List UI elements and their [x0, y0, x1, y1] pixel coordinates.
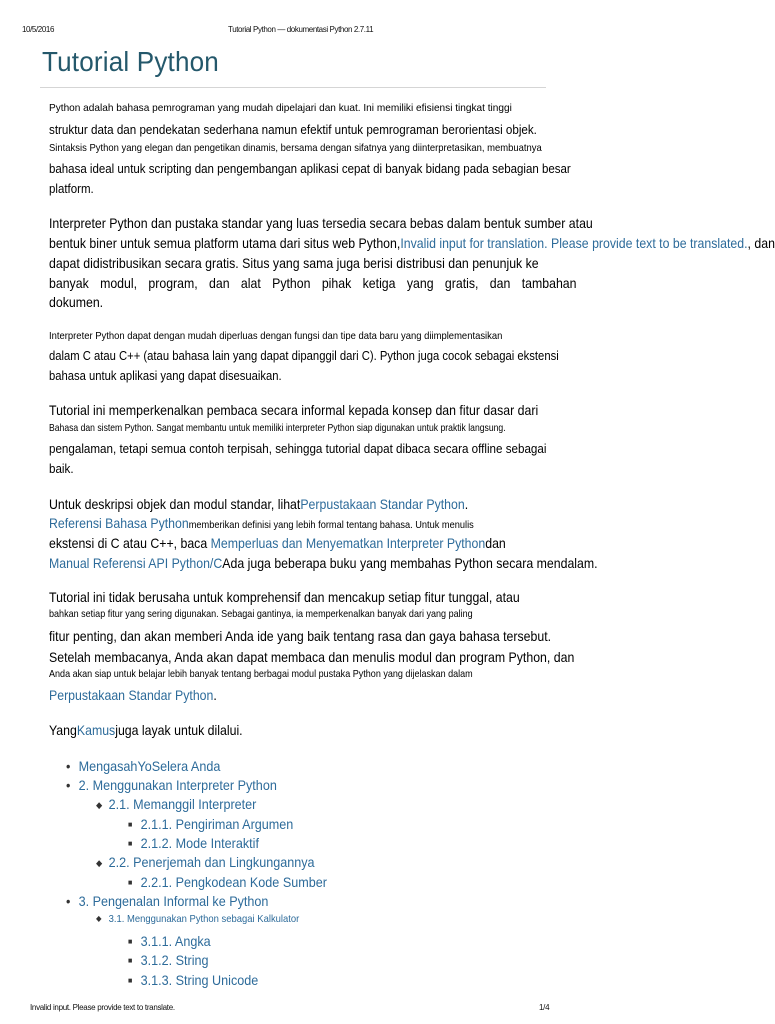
- paragraph-text: ekstensi di C atau C++, baca: [49, 535, 211, 551]
- bullet-square-icon: ■: [128, 820, 133, 829]
- page-number: 1/4: [539, 1003, 550, 1012]
- paragraph-line: platform.: [49, 182, 94, 196]
- toc-link[interactable]: 3.1. Menggunakan Python sebagai Kalkulator: [108, 913, 300, 925]
- paragraph-line: [49, 556, 598, 570]
- bullet-disc-icon: •: [66, 758, 71, 774]
- toc-item[interactable]: [66, 759, 220, 773]
- toc-item[interactable]: [66, 894, 268, 908]
- paragraph-line: baik.: [49, 462, 74, 476]
- toc-link[interactable]: 3.1.2. String: [140, 952, 209, 968]
- paragraph-line: Interpreter Python dapat dengan mudah diperluas dengan fungsi dan tipe data baru yang diimplementasikan: [49, 330, 503, 342]
- bullet-square-icon: ■: [128, 956, 133, 965]
- toc-link[interactable]: 2.1.1. Pengiriman Argumen: [140, 816, 294, 832]
- toc-item[interactable]: [128, 817, 293, 831]
- toc-link[interactable]: 2.1. Memanggil Interpreter: [108, 796, 257, 812]
- print-footer-url: Invalid input. Please provide text to translate.: [30, 1003, 175, 1012]
- paragraph-text: Ada juga beberapa buku yang membahas Python secara mendalam.: [222, 555, 598, 571]
- c-api-reference-link[interactable]: Manual Referensi API Python/C: [49, 555, 223, 571]
- toc-item[interactable]: [128, 953, 209, 967]
- toc-link[interactable]: 2.1.2. Mode Interaktif: [140, 835, 259, 851]
- toc-item[interactable]: [128, 875, 327, 889]
- paragraph-line: Tutorial ini memperkenalkan pembaca secara informal kepada konsep dan fitur dasar dari: [49, 402, 539, 418]
- paragraph-line: bahkan setiap fitur yang sering digunakan. Sebagai gantinya, ia memperkenalkan banyak dari yang paling: [49, 608, 473, 620]
- paragraph-line: Tutorial ini tidak berusaha untuk komprehensif dan mencakup setiap fitur tunggal, atau: [49, 589, 520, 605]
- toc-item[interactable]: [96, 797, 256, 811]
- paragraph-line: Python adalah bahasa pemrograman yang mudah dipelajari dan kuat. Ini memiliki efisiensi tingkat tinggi: [49, 102, 512, 114]
- paragraph-line: dokumen.: [49, 294, 104, 310]
- print-header-title: Tutorial Python — dokumentasi Python 2.7.11: [228, 25, 374, 34]
- bullet-disc-icon: •: [66, 893, 71, 909]
- paragraph-line: [49, 497, 468, 511]
- bullet-square-icon: ■: [128, 976, 133, 985]
- toc-link[interactable]: 2.2. Penerjemah dan Lingkungannya: [108, 854, 315, 870]
- paragraph-text: .: [213, 687, 217, 703]
- library-reference-link[interactable]: Perpustakaan Standar Python: [49, 687, 214, 703]
- paragraph-text: , dan: [747, 235, 775, 251]
- paragraph-text: dan: [485, 535, 506, 551]
- paragraph-text: juga layak untuk dilalui.: [115, 722, 243, 738]
- toc-link[interactable]: MengasahYoSelera Anda: [78, 758, 221, 774]
- paragraph-line: dalam C atau C++ (atau bahasa lain yang dapat dipanggil dari C). Python juga cocok sebagai ekstensi: [49, 349, 559, 363]
- paragraph-line: bahasa untuk aplikasi yang dapat disesuaikan.: [49, 369, 282, 383]
- extending-embedding-link[interactable]: Memperluas dan Menyematkan Interpreter Python: [210, 535, 486, 551]
- bullet-diamond-icon: ◆: [96, 858, 103, 868]
- glossary-link[interactable]: Kamus: [76, 722, 116, 738]
- paragraph-line: Setelah membacanya, Anda akan dapat membaca dan menulis modul dan program Python, dan: [49, 649, 575, 665]
- bullet-square-icon: ■: [128, 937, 133, 946]
- toc-link[interactable]: 3.1.1. Angka: [140, 933, 211, 949]
- toc-link[interactable]: 2. Menggunakan Interpreter Python: [78, 777, 277, 793]
- paragraph-line: struktur data dan pendekatan sederhana namun efektif untuk pemrograman berorientasi objek.: [49, 123, 537, 137]
- page-title: Tutorial Python: [42, 46, 219, 77]
- paragraph-text: memberikan definisi yang lebih formal tentang bahasa. Untuk menulis: [188, 519, 474, 531]
- toc-item[interactable]: [128, 973, 258, 987]
- print-date: 10/5/2016: [22, 25, 54, 34]
- paragraph-line: Sintaksis Python yang elegan dan pengetikan dinamis, bersama dengan sifatnya yang diinterpretasikan, membuatnya: [49, 142, 542, 154]
- library-reference-link[interactable]: Perpustakaan Standar Python: [300, 496, 465, 512]
- language-reference-link[interactable]: Referensi Bahasa Python: [49, 515, 189, 531]
- paragraph-line: banyak modul, program, dan alat Python pihak ketiga yang gratis, dan tambahan: [49, 275, 577, 291]
- title-divider: [40, 87, 546, 88]
- bullet-diamond-icon: ◆: [96, 800, 103, 810]
- paragraph-line: dapat didistribusikan secara gratis. Situs yang sama juga berisi distribusi dan penunjuk ke: [49, 255, 539, 271]
- paragraph-line: [49, 688, 217, 702]
- paragraph-text: Untuk deskripsi objek dan modul standar, lihat: [49, 496, 301, 512]
- paragraph-text: bentuk biner untuk semua platform utama dari situs web Python,: [49, 235, 401, 251]
- bullet-disc-icon: •: [66, 777, 71, 793]
- paragraph-line: [49, 516, 474, 532]
- toc-item[interactable]: [96, 914, 299, 925]
- bullet-square-icon: ■: [128, 839, 133, 848]
- paragraph-line: bahasa ideal untuk scripting dan pengembangan aplikasi cepat di banyak bidang pada sebagian besar: [49, 162, 571, 176]
- paragraph-line: fitur penting, dan akan memberi Anda ide yang baik tentang rasa dan gaya bahasa tersebut.: [49, 628, 552, 644]
- toc-item[interactable]: [128, 934, 211, 948]
- bullet-diamond-icon: ◆: [96, 914, 102, 923]
- paragraph-line: Interpreter Python dan pustaka standar yang luas tersedia secara bebas dalam bentuk sumber atau: [49, 215, 593, 231]
- paragraph-line: [49, 236, 775, 250]
- toc-link[interactable]: 3.1.3. String Unicode: [140, 972, 259, 988]
- paragraph-text: Yang: [49, 722, 77, 738]
- toc-item[interactable]: [128, 836, 259, 850]
- toc-link[interactable]: 2.2.1. Pengkodean Kode Sumber: [140, 874, 327, 890]
- bullet-square-icon: ■: [128, 878, 133, 887]
- paragraph-line: pengalaman, tetapi semua contoh terpisah, sehingga tutorial dapat dibaca secara offline sebagai: [49, 442, 547, 456]
- paragraph-line: Bahasa dan sistem Python. Sangat membantu untuk memiliki interpreter Python siap digunakan untuk praktik langsung.: [49, 422, 506, 434]
- paragraph-line: [49, 723, 243, 737]
- toc-link[interactable]: 3. Pengenalan Informal ke Python: [78, 893, 269, 909]
- paragraph-line: [49, 536, 506, 550]
- toc-item[interactable]: [66, 778, 277, 792]
- python-website-link[interactable]: Invalid input for translation. Please provide text to be translated.: [400, 235, 748, 251]
- paragraph-text: .: [464, 496, 469, 512]
- toc-item[interactable]: [96, 855, 315, 869]
- paragraph-line: Anda akan siap untuk belajar lebih banyak tentang berbagai modul pustaka Python yang dijelaskan dalam: [49, 668, 473, 680]
